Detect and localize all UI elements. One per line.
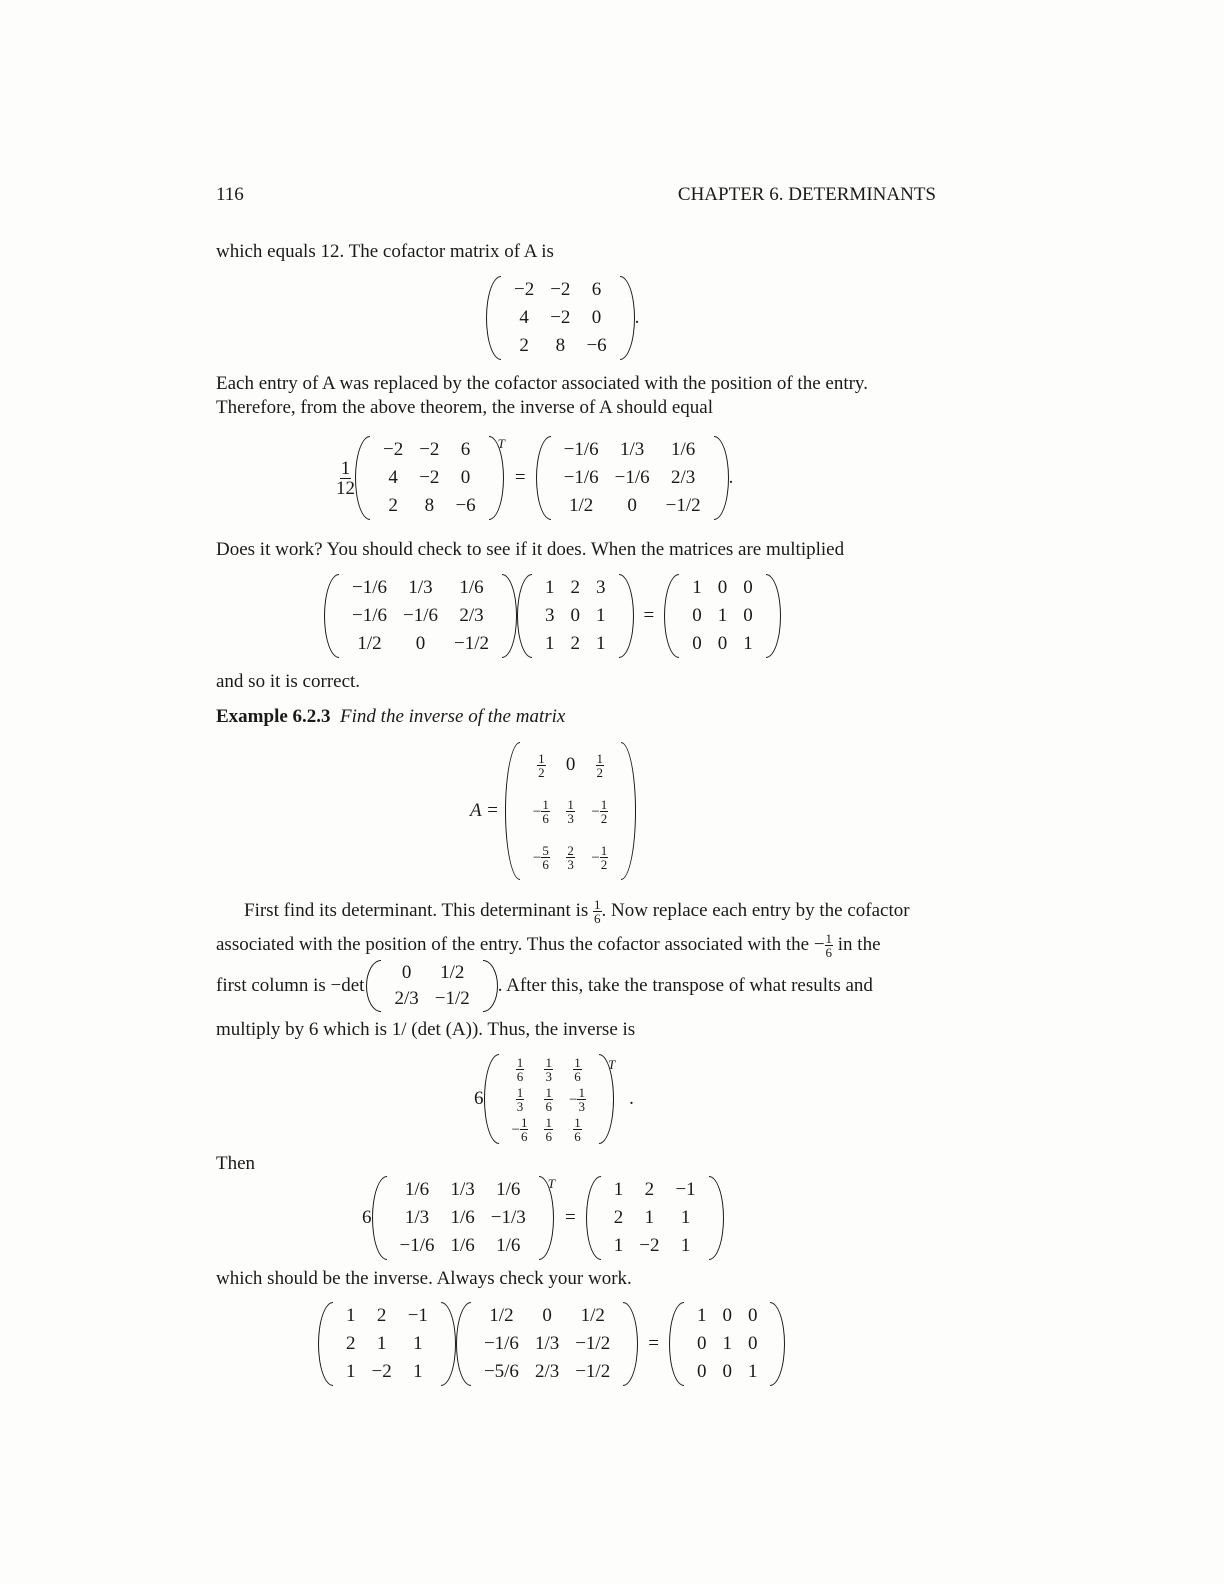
matrix-cell: 0 [591, 307, 602, 328]
matrix-cell: 1 [413, 1361, 423, 1382]
transpose-mark: T [547, 1176, 556, 1191]
matrix-cell: 0 [743, 577, 753, 598]
equals: = [514, 467, 526, 488]
right-paren [714, 436, 729, 520]
equals: = [565, 1207, 576, 1228]
right-paren [483, 960, 498, 1012]
matrix-cell: 2 [346, 1333, 356, 1354]
matrix-cell: 1 [545, 577, 555, 598]
matrix-cell: 1/6 [404, 1179, 430, 1200]
matrix-cell: $\frac{2}{3}$ [567, 842, 574, 872]
scalar-six: 6 [474, 1088, 484, 1109]
matrix-cell: 1/6 [450, 1235, 475, 1256]
matrix-cell: 1 [545, 633, 555, 654]
matrix [484, 1054, 614, 1144]
period: . [728, 467, 734, 488]
matrix-cell: 0 [696, 1333, 707, 1354]
matrix-cell: 1/6 [459, 577, 484, 598]
running-header: CHAPTER 6. DETERMINANTS [677, 184, 936, 205]
right-paren [620, 276, 635, 360]
minor-matrix [366, 960, 497, 1012]
matrix [517, 574, 634, 658]
left-paren [456, 1302, 471, 1386]
matrix-cell: 1 [413, 1333, 423, 1354]
matrix-cell: −1/2 [575, 1333, 611, 1354]
matrix-cell: 1/3 [408, 577, 433, 598]
matrix-cell: −2 [383, 439, 404, 460]
paragraph-8: multiply by 6 which is 1/ (det (A)). Thus, the inverse is [216, 1019, 636, 1040]
matrix [486, 276, 635, 360]
matrix-cell: 2 [570, 633, 580, 654]
scalar-six: 6 [362, 1207, 372, 1228]
matrix-cell: 0 [743, 605, 753, 626]
matrix-cell: 2/3 [459, 605, 484, 626]
matrix-A-definition [470, 742, 636, 880]
matrix-cell: − $\frac{1}{6}$ [532, 796, 549, 826]
matrix-cell: 0 [570, 605, 580, 626]
matrix [324, 574, 517, 658]
matrix-cell: −2 [419, 439, 440, 460]
matrix-cell: $\frac{1}{3}$ [545, 1054, 552, 1084]
paragraph-2b: Therefore, from the above theorem, the inverse of A should equal [216, 397, 713, 418]
matrix-cell: 2 [519, 335, 529, 356]
matrix [318, 1302, 456, 1386]
matrix-cell: 6 [460, 439, 471, 460]
matrix-cell: 8 [555, 335, 566, 356]
matrix-cell: 2 [570, 577, 580, 598]
matrix [536, 436, 729, 520]
matrix-cell: 8 [424, 495, 435, 516]
matrix-cell: 4 [519, 307, 529, 328]
matrix-cell: 1 [696, 1305, 707, 1326]
matrix-cell: −5/6 [483, 1361, 519, 1382]
matrix-cell: $\frac{1}{3}$ [567, 796, 574, 826]
matrix-cell: 2 [376, 1305, 387, 1326]
matrix-cell: 0 [401, 962, 412, 983]
left-paren [372, 1176, 387, 1260]
matrix-cell: 1/3 [534, 1333, 560, 1354]
paragraph-9: which should be the inverse. Always check your work. [216, 1268, 632, 1289]
matrix-cell: 0 [542, 1305, 552, 1326]
matrix-cell: −1/2 [575, 1361, 611, 1382]
period: . [629, 1088, 634, 1109]
left-paren [366, 960, 381, 1012]
matrix-cell: $\frac{1}{2}$ [538, 750, 545, 780]
matrix-cell: −6 [455, 495, 476, 516]
right-paren [623, 1302, 638, 1386]
left-paren [505, 742, 520, 880]
matrix [586, 1176, 724, 1260]
matrix-cell: 3 [596, 577, 606, 598]
matrix-cell: 0 [747, 1305, 758, 1326]
left-paren [486, 276, 501, 360]
matrix-cell: 0 [717, 577, 728, 598]
right-paren [621, 742, 636, 880]
matrix-cell: 1/6 [450, 1207, 475, 1228]
matrix-cell: 1 [376, 1333, 387, 1354]
scalar-fraction: $\frac{1}{12}$ [336, 457, 355, 499]
matrix-cell: $\frac{1}{3}$ [516, 1084, 524, 1114]
matrix-cell: −1/6 [399, 1235, 435, 1256]
matrix [505, 742, 636, 880]
matrix-cell: 1/2 [568, 495, 594, 516]
matrix-cell: 0 [747, 1333, 758, 1354]
left-paren [517, 574, 532, 658]
transpose-mark: T [497, 436, 505, 451]
left-paren [586, 1176, 601, 1260]
matrix-cell: −1/2 [434, 988, 470, 1009]
identity-matrix [664, 574, 781, 658]
matrix-cell: − $\frac{1}{2}$ [591, 842, 608, 872]
matrix-cell: 0 [565, 754, 576, 775]
paragraph-4: and so it is correct. [216, 671, 361, 692]
paragraph-2a: Each entry of A was replaced by the cofactor associated with the position of the entry. [216, 373, 868, 394]
identity-matrix [669, 1302, 786, 1386]
matrix-cell: 0 [692, 633, 702, 654]
matrix-cell: − $\frac{1}{3}$ [568, 1084, 585, 1114]
left-paren [484, 1054, 499, 1144]
matrix-cell: −2 [419, 467, 440, 488]
matrix-cell: 1 [346, 1361, 356, 1382]
matrix [372, 1176, 554, 1260]
matrix-cell: −6 [586, 335, 607, 356]
left-paren [669, 1302, 684, 1386]
matrix-cell: 1/3 [619, 439, 645, 460]
matrix-cell: −2 [371, 1361, 392, 1382]
matrix [355, 436, 504, 520]
matrix-cell: 0 [627, 495, 637, 516]
right-paren [619, 574, 634, 658]
matrix-cell: −1/3 [490, 1207, 526, 1228]
matrix-cell: − $\frac{1}{6}$ [511, 1114, 528, 1144]
matrix-cell: 1 [346, 1305, 356, 1326]
matrix-cell: 0 [460, 467, 471, 488]
check-product-2 [318, 1302, 785, 1386]
matrix-cell: −1 [407, 1305, 428, 1326]
matrix-cell: 1/6 [496, 1235, 521, 1256]
matrix-cell: 1 [717, 605, 728, 626]
matrix-cell: 1 [613, 1179, 624, 1200]
paragraph-5: First find its determinant. This determinant is $\frac{1}{6}$ . Now replace each entry by the cofactor [244, 897, 910, 926]
matrix-cell: 1/2 [440, 962, 465, 983]
transpose-mark: T [607, 1057, 616, 1072]
matrix-cell: 1 [613, 1235, 624, 1256]
matrix-cell: 0 [692, 605, 702, 626]
matrix-cell: 2 [613, 1207, 624, 1228]
matrix-cell: 1 [680, 1235, 691, 1256]
matrix-cell: $\frac{1}{6}$ [574, 1054, 581, 1084]
right-paren [766, 574, 781, 658]
paragraph-1: which equals 12. The cofactor matrix of A is [216, 241, 554, 262]
matrix-cell: 6 [591, 279, 602, 300]
matrix-cell: 2 [388, 495, 398, 516]
matrix-cell: − $\frac{5}{6}$ [532, 842, 549, 872]
matrix-cell: −2 [514, 279, 535, 300]
then-label: Then [216, 1153, 256, 1174]
right-paren [441, 1302, 456, 1386]
matrix-cell: −1/6 [403, 605, 438, 626]
matrix-cell: −1/6 [614, 467, 650, 488]
matrix-cell: $\frac{1}{6}$ [545, 1114, 552, 1144]
paragraph-3: Does it work? You should check to see if it does. When the matrices are multiplied [216, 539, 845, 560]
cofactor-matrix-eq [486, 276, 639, 360]
matrix-cell: 0 [722, 1361, 732, 1382]
right-paren [770, 1302, 785, 1386]
inverse-equation [336, 436, 733, 520]
matrix-cell: $\frac{1}{6}$ [516, 1054, 524, 1084]
matrix-cell: 1/2 [357, 633, 382, 654]
paragraph-7: first column is −det 0 1/2 2/3 −1/2 . After this, take the transpose of what results and [216, 960, 873, 1012]
paragraph-6: associated with the position of the entry. Thus the cofactor associated with the − $\frac{1}{6}$ in the [216, 931, 881, 960]
matrix-cell: $\frac{1}{6}$ [574, 1114, 581, 1144]
matrix-cell: 1/3 [404, 1207, 430, 1228]
left-paren [664, 574, 679, 658]
right-paren [502, 574, 517, 658]
left-paren [318, 1302, 333, 1386]
page-number: 116 [216, 184, 244, 205]
matrix-cell: −1/6 [352, 605, 387, 626]
matrix-cell: − $\frac{1}{2}$ [591, 796, 608, 826]
matrix-cell: 1/6 [496, 1179, 521, 1200]
matrix-cell: −1/6 [352, 577, 387, 598]
matrix-cell: −1/6 [563, 467, 599, 488]
right-paren [709, 1176, 724, 1260]
matrix-cell: 1 [596, 633, 606, 654]
matrix-cell: 2/3 [670, 467, 696, 488]
matrix-cell: 2 [644, 1179, 655, 1200]
inverse-result [362, 1176, 724, 1260]
example-heading: Example 6.2.3 Find the inverse of the matrix [216, 706, 566, 727]
matrix-cell: 0 [415, 633, 426, 654]
check-product-1 [324, 574, 781, 658]
matrix-cell: 0 [717, 633, 728, 654]
left-paren [324, 574, 339, 658]
matrix-cell: 1/6 [670, 439, 696, 460]
A-label: A = [470, 800, 499, 821]
matrix-cell: −2 [550, 279, 571, 300]
matrix-cell: 1/2 [580, 1305, 605, 1326]
matrix-cell: 1/2 [489, 1305, 514, 1326]
matrix-cell: −1 [675, 1179, 696, 1200]
matrix-cell: −2 [639, 1235, 660, 1256]
matrix-cell: −1/2 [665, 495, 701, 516]
left-paren [355, 436, 370, 520]
matrix-cell: 3 [545, 605, 555, 626]
matrix-cell: 1 [644, 1207, 655, 1228]
matrix-cell: 1 [680, 1207, 691, 1228]
matrix-cell: 1/3 [450, 1179, 475, 1200]
matrix-cell: −1/2 [454, 633, 489, 654]
matrix-cell: 4 [388, 467, 398, 488]
period: . [634, 307, 640, 328]
matrix-cell: 1 [743, 633, 753, 654]
matrix-cell: 2/3 [534, 1361, 560, 1382]
matrix-cell: $\frac{1}{6}$ [545, 1084, 552, 1114]
matrix-cell: 1 [747, 1361, 758, 1382]
matrix [456, 1302, 638, 1386]
matrix-cell: −1/6 [563, 439, 599, 460]
matrix-cell: 1 [692, 577, 702, 598]
matrix-cell: 1 [722, 1333, 732, 1354]
matrix-cell: −1/6 [483, 1333, 519, 1354]
matrix-cell: 0 [722, 1305, 732, 1326]
matrix-cell: $\frac{1}{2}$ [596, 750, 604, 780]
inverse-transpose-expr [474, 1054, 634, 1144]
matrix-cell: −2 [550, 307, 571, 328]
equals: = [643, 605, 655, 626]
matrix-cell: 0 [696, 1361, 707, 1382]
matrix-cell: 2/3 [394, 988, 419, 1009]
matrix-cell: 1 [596, 605, 606, 626]
equals: = [648, 1333, 659, 1354]
left-paren [536, 436, 551, 520]
